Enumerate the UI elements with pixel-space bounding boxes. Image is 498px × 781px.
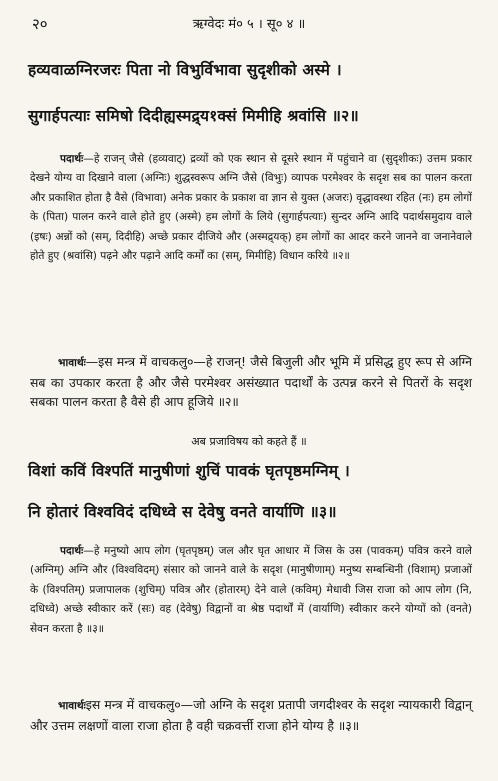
running-title: ऋग्वेदः मं० ५ । सू० ४ ॥ xyxy=(192,17,306,32)
bhavartha-3 xyxy=(30,695,472,735)
padartha-2 xyxy=(30,150,472,266)
page-header xyxy=(0,14,498,38)
mantra-3-line-2: नि होतारं विश्वविदं दधिध्वे स देवेषु वनते वार्याणि ॥३॥ xyxy=(28,502,337,521)
padartha-3 xyxy=(30,542,472,639)
mantra-3-line-1: विशां कविं विश्पतिं मानुषीणां शुचिं पावकं घृतपृष्ठमग्निम् । xyxy=(28,461,350,480)
bhavartha-2 xyxy=(30,352,472,411)
padartha-2-label: पदार्थः xyxy=(60,153,84,165)
padartha-2-text: —हे राजन् जैसे (हव्यवाट्) द्रव्यों को एक स्थान से दूसरे स्थान में पहुंचाने वा (सुदृशीकः) उत्तम प्रकार देखने योग्य वा दिखाने वाला (अग्निः) शुद्धस्वरूप अग्नि जैसे (विभुः) व्यापक परमेश्वर के सदृश सब का पालन करता और प्रकाशित होता है वैसे (विभावा) अनेक प्रकार के प्रकाश वा ज्ञान से युक्त (अजरः) वृद्धावस्था रहित (नः) हम लोगों के (पिता) पालन करने वाले होते हुए (अस्मे) हम लोगों के लिये (सुगार्हपत्याः) सुन्दर अग्नि आदि पदार्थसमुदाय वाले (इषः) अन्नों को (सम्, दिदीहि) अच्छे प्रकार दीजिये और (अस्मद्र्यक्) हम लोगों का आदर करने जानने वा जनानेवाले होते हुए (श्रवांसि) पढ़ने और पढ़ाने आदि कर्मों का (सम्, मिमीहि) विधान करिये ॥२॥ xyxy=(30,153,472,263)
mantra-2-line-2: सुगार्हपत्याः समिषो दिदीह्यस्मद्र्य१क्सं मिमीहि श्रवांसि ॥२॥ xyxy=(28,106,359,125)
padartha-3-label: पदार्थः xyxy=(60,545,84,557)
section-transition: अब प्रजाविषय को कहते हैं ॥ xyxy=(191,435,307,448)
padartha-3-text: —हे मनुष्यो आप लोग (घृतपृष्ठम्) जल और घृत आधार में जिस के उस (पावकम्) पवित्र करने वाले (अग्निम्) अग्नि और (विश्वविदम्) संसार को जानने वाले के सदृश (मानुषीणाम्) मनुष्य सम्बन्धिनी (विशाम्) प्रजाओं के (विश्पतिम्) प्रजापालक (शुचिम्) पवित्र और (होतारम्) देने वाले (कविम्) मेधावी जिस राजा को आप लोग (नि, दधिध्वे) अच्छे स्वीकार करें (सः) वह (देवेषु) विद्वानों वा श्रेष्ठ पदार्थों में (वार्याणि) स्वीकार करने योग्यों को (वनते) सेवन करता है ॥३॥ xyxy=(30,545,472,635)
page-number: २० xyxy=(32,15,48,33)
bhavartha-2-text: —इस मन्त्र में वाचकलु०—हे राजन्! जैसे बिजुली और भूमि में प्रसिद्ध हुए रूप से अग्नि सब का उपकार करता है और जैसे परमेश्वर असंख्यात पदार्थों के उत्पन्न करने से पितरों के सदृश सबका पालन करता है वैसे ही आप हूजिये ॥२॥ xyxy=(30,354,472,409)
bhavartha-2-label: भावार्थः xyxy=(58,357,86,369)
bhavartha-3-text: इस मन्त्र में वाचकलु०—जो अग्नि के सदृश प्रतापी जगदीश्वर के सदृश न्यायकारी विद्वान् और उत्तम लक्षणों वाला राजा होता है वही चक्रवर्त्ती राजा होने योग्य है ॥३॥ xyxy=(30,697,472,733)
bhavartha-3-label: भावार्थः xyxy=(58,700,86,712)
mantra-2-line-1: हव्यवाळग्निरजरः पिता नो विभुर्विभावा सुदृशीको अस्मे । xyxy=(28,60,342,79)
